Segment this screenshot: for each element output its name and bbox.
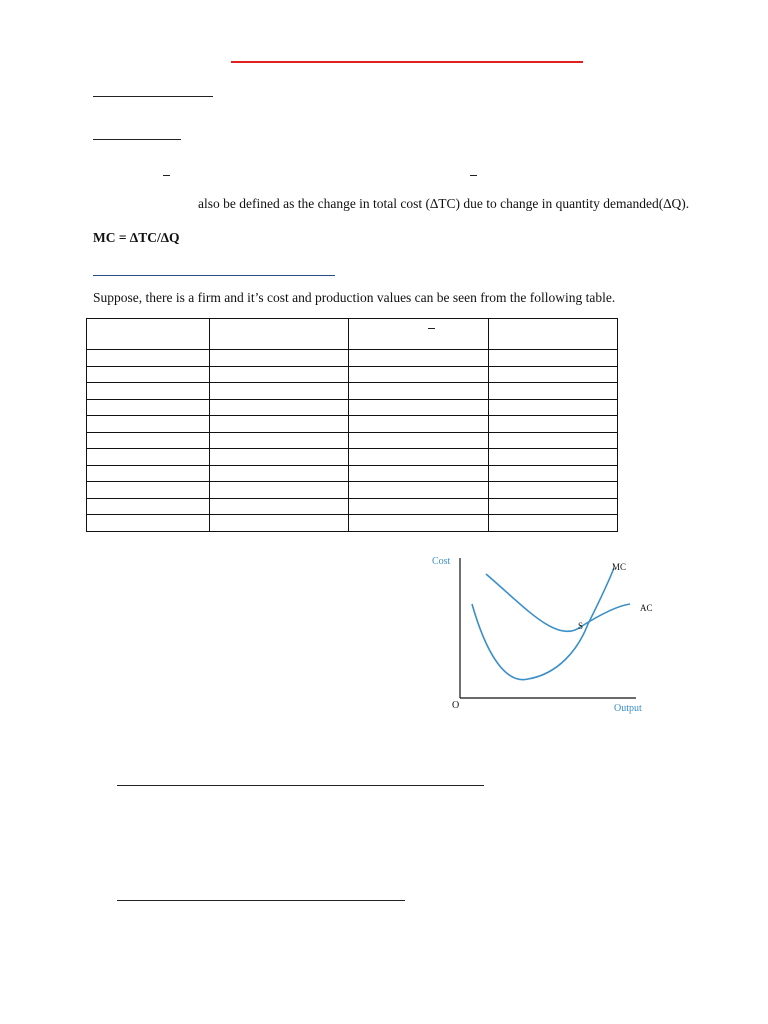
cost-table [86, 318, 618, 532]
table-row [87, 449, 618, 466]
table-cell [349, 366, 489, 383]
heading-underline-1 [93, 96, 213, 97]
title-underline [231, 61, 583, 63]
table-cell [489, 366, 618, 383]
table-cell [210, 350, 349, 367]
table-cell [210, 498, 349, 515]
table-cell [489, 482, 618, 499]
cost-curves-figure [418, 550, 668, 720]
table-cell [87, 432, 210, 449]
table-row [87, 498, 618, 515]
table-row [87, 350, 618, 367]
table-cell [210, 383, 349, 400]
table-cell [489, 498, 618, 515]
origin-label: O [452, 700, 460, 711]
dash-mark [470, 175, 477, 176]
table-cell [210, 449, 349, 466]
table-cell [210, 399, 349, 416]
table-cell [87, 366, 210, 383]
table-cell [87, 515, 210, 532]
table-row [87, 416, 618, 433]
table-cell [210, 432, 349, 449]
table-row [87, 432, 618, 449]
table-cell [87, 319, 210, 350]
table-cell [349, 319, 489, 350]
table-cell [349, 432, 489, 449]
table-cell [87, 416, 210, 433]
table-cell [210, 482, 349, 499]
table-row [87, 366, 618, 383]
table-row [87, 383, 618, 400]
table-row [87, 482, 618, 499]
table-cell [210, 515, 349, 532]
table-row [87, 515, 618, 532]
definition-text: also be defined as the change in total cost (∆TC) due to change in quantity demanded(∆Q). [198, 196, 690, 211]
table-row [87, 399, 618, 416]
table-cell [87, 465, 210, 482]
table-cell [489, 350, 618, 367]
x-axis-label: Output [614, 703, 642, 714]
table-cell [489, 515, 618, 532]
table-cell [349, 416, 489, 433]
table-cell [489, 319, 618, 350]
table-cell [210, 366, 349, 383]
heading-underline-2 [93, 139, 181, 140]
table-cell [349, 449, 489, 466]
table-cell [87, 350, 210, 367]
mc-label: MC [612, 562, 627, 572]
table-cell [489, 383, 618, 400]
table-cell [489, 399, 618, 416]
dash-mark [163, 175, 170, 176]
table-cell [210, 465, 349, 482]
table-cell [87, 498, 210, 515]
table-cell [349, 350, 489, 367]
heading-underline-3 [117, 785, 484, 786]
table-cell [349, 498, 489, 515]
table-cell [489, 432, 618, 449]
table-cell [349, 383, 489, 400]
table-cell [489, 416, 618, 433]
section-link-underline[interactable] [93, 275, 335, 276]
table-row [87, 465, 618, 482]
table-cell [210, 319, 349, 350]
mc-formula: MC = ∆TC/∆Q [93, 230, 180, 245]
mc-curve [472, 568, 614, 680]
intro-text: Suppose, there is a firm and it’s cost and production values can be seen from the following table. [93, 290, 616, 305]
dash-mark [428, 328, 435, 329]
table-cell [87, 399, 210, 416]
table-cell [349, 399, 489, 416]
table-header-row [87, 319, 618, 350]
table-cell [349, 465, 489, 482]
y-axis-label: Cost [432, 556, 451, 567]
ac-label: AC [640, 603, 653, 613]
heading-underline-4 [117, 900, 405, 901]
table-cell [349, 482, 489, 499]
table-cell [210, 416, 349, 433]
table-cell [87, 383, 210, 400]
table-cell [489, 465, 618, 482]
table-cell [87, 482, 210, 499]
table-cell [87, 449, 210, 466]
table-cell [489, 449, 618, 466]
intersection-label: S [578, 621, 584, 631]
table-cell [349, 515, 489, 532]
